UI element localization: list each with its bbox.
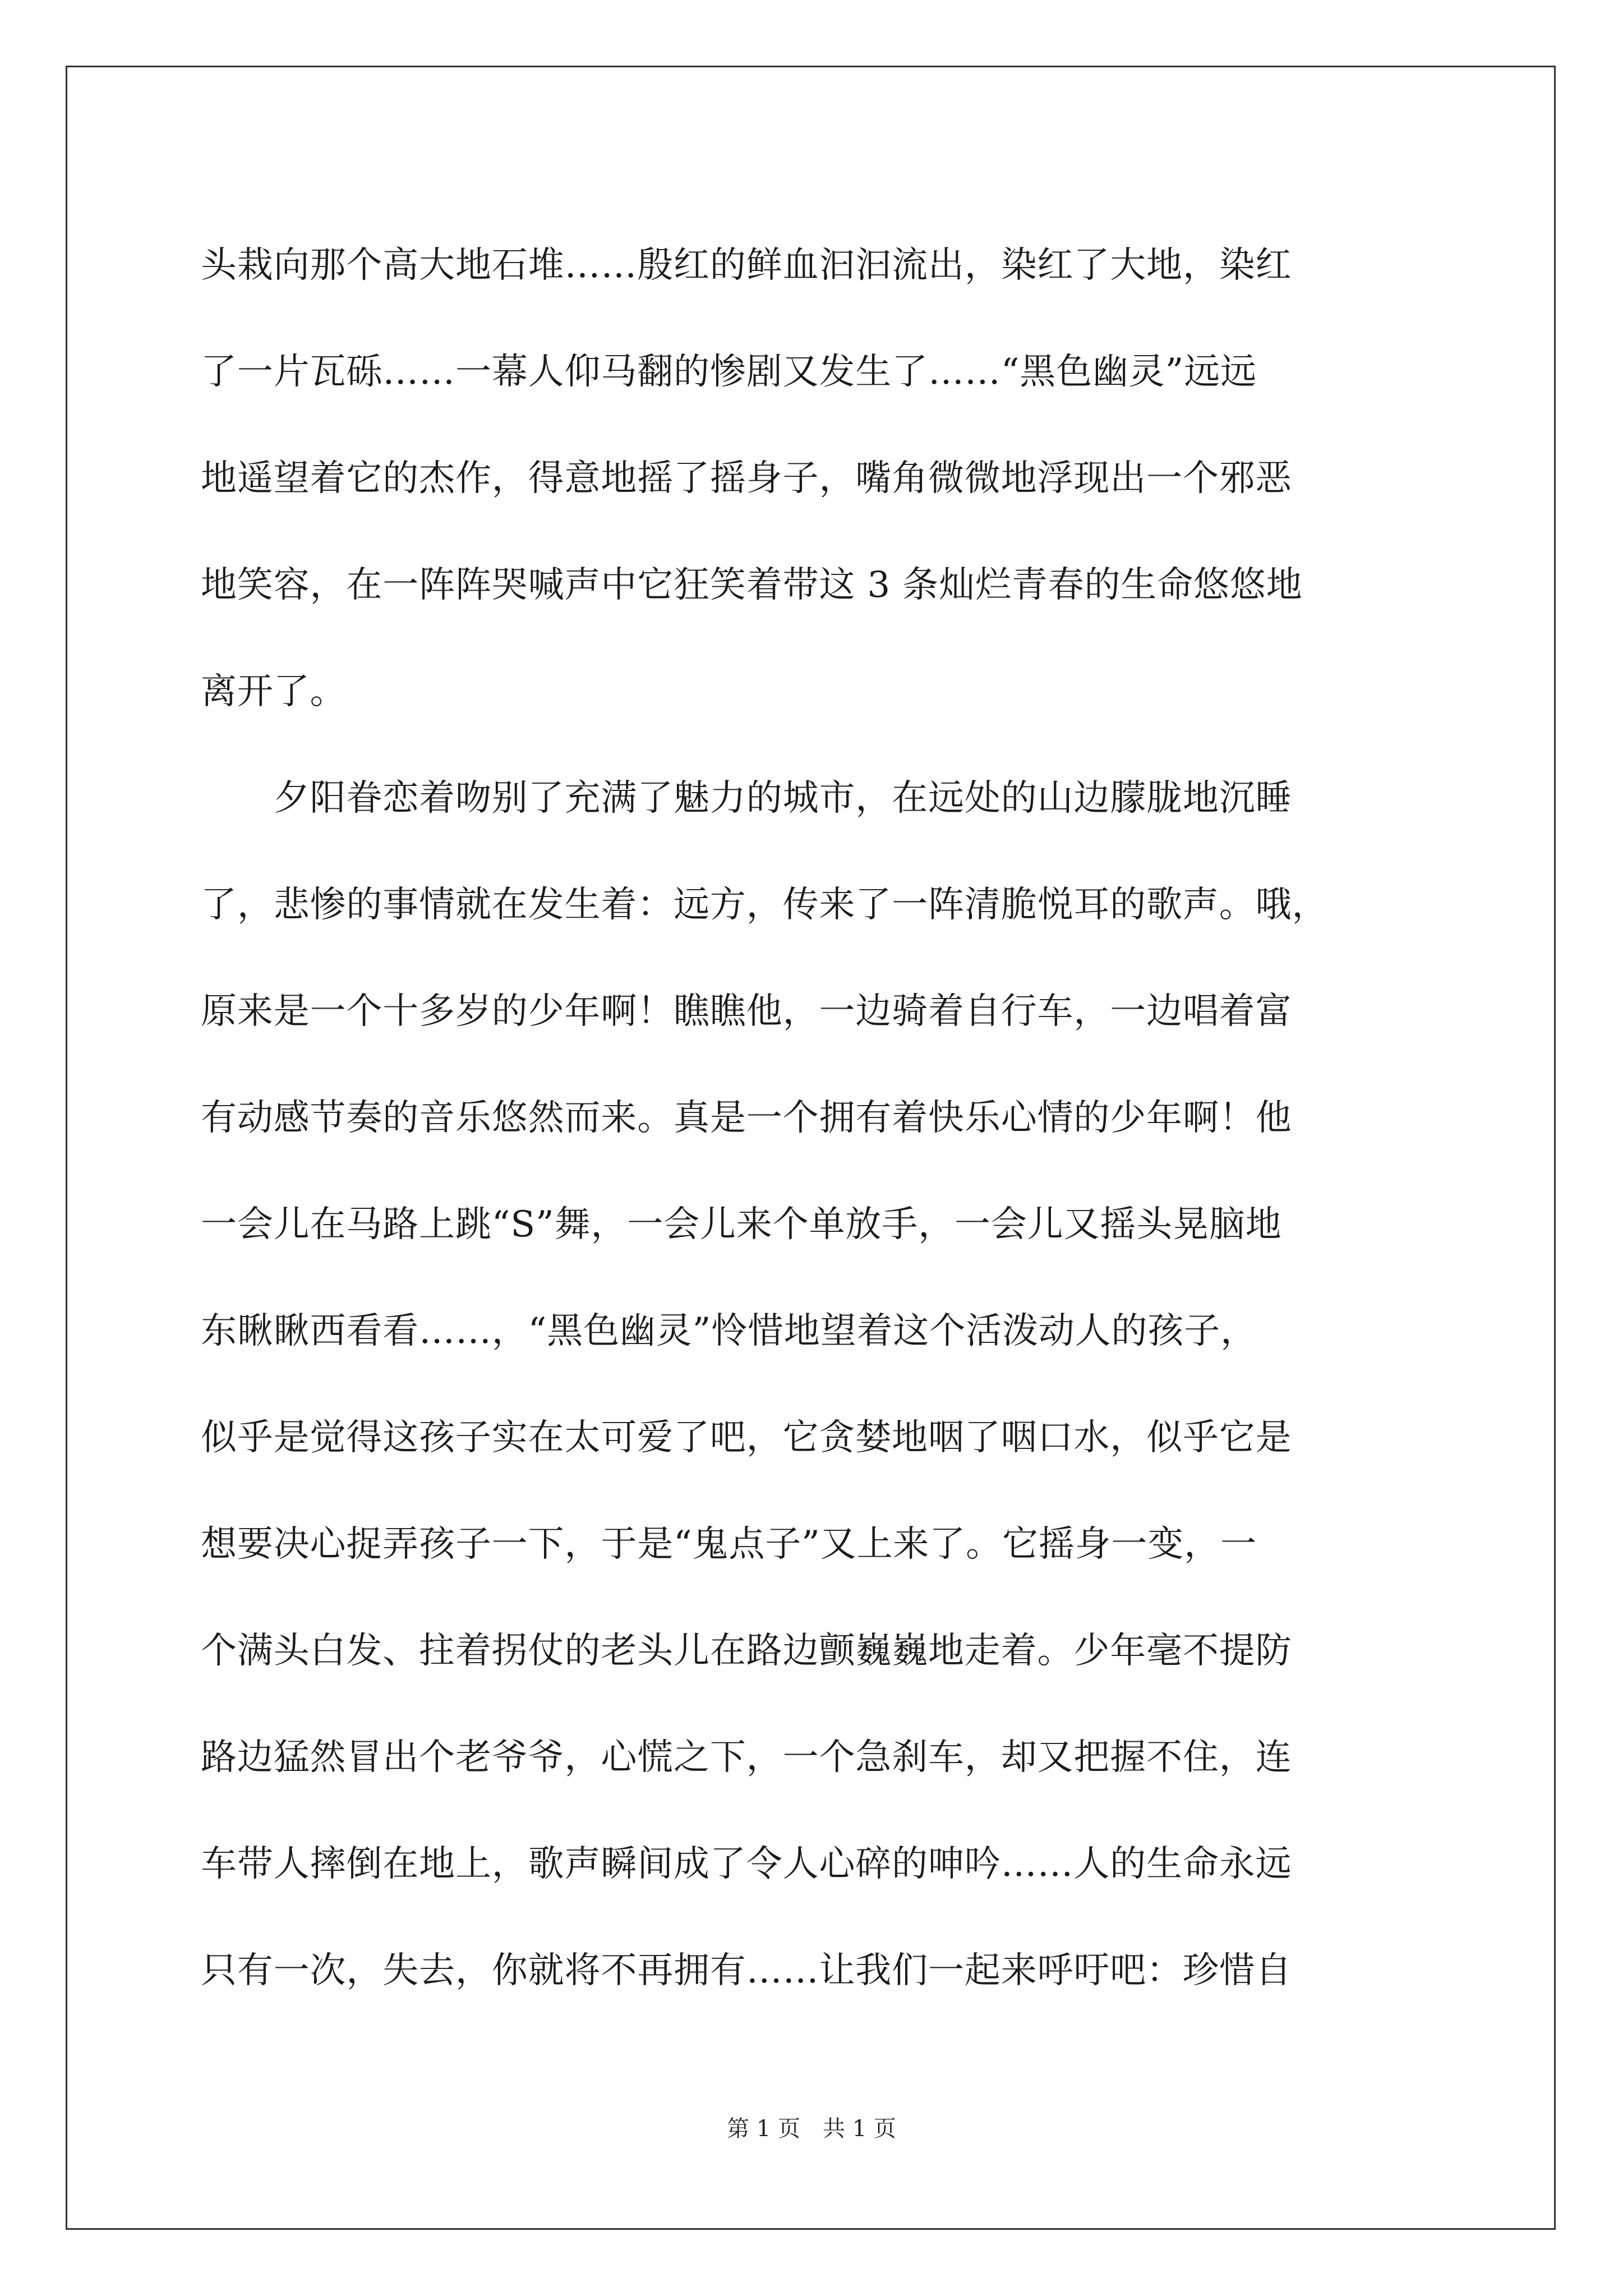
- page-total: 共 1 页: [823, 2116, 896, 2142]
- text-line: 只有一次，失去，你就将不再拥有……让我们一起来呼吁吧：珍惜自: [201, 1950, 1292, 1991]
- page-footer: [0, 2115, 1623, 2143]
- text-line: 头栽向那个高大地石堆……殷红的鲜血汩汩流出，染红了大地，染红: [201, 245, 1292, 286]
- paragraph-1: [201, 212, 1463, 745]
- page-number: 第 1 页: [727, 2116, 800, 2142]
- text-line: 东瞅瞅西看看……，“黑色幽灵”怜惜地望着这个活泼动人的孩子，: [201, 1310, 1257, 1352]
- text-line: 原来是一个十多岁的少年啊！瞧瞧他，一边骑着自行车，一边唱着富: [201, 991, 1292, 1032]
- text-line: 车带人摔倒在地上，歌声瞬间成了令人心碎的呻吟……人的生命永远: [201, 1843, 1292, 1885]
- text-line: 路边猛然冒出个老爷爷，心慌之下，一个急刹车，却又把握不住，连: [201, 1737, 1292, 1778]
- text-line: 了，悲惨的事情就在发生着：远方，传来了一阵清脆悦耳的歌声。哦，: [201, 884, 1329, 926]
- text-line: 似乎是觉得这孩子实在太可爱了吧，它贪婪地咽了咽口水，似乎它是: [201, 1417, 1292, 1458]
- paragraph-2: [201, 745, 1463, 2024]
- text-line: 地遥望着它的杰作，得意地摇了摇身子，嘴角微微地浮现出一个邪恶: [201, 458, 1292, 499]
- text-line: 夕阳眷恋着吻别了充满了魅力的城市，在远处的山边朦胧地沉睡: [201, 777, 1292, 819]
- text-line: 了一片瓦砾……一幕人仰马翻的惨剧又发生了……“黑色幽灵”远远: [201, 351, 1257, 393]
- text-line: 想要决心捉弄孩子一下，于是“鬼点子”又上来了。它摇身一变，一: [201, 1524, 1257, 1565]
- text-line: 个满头白发、拄着拐仗的老头儿在路边颤巍巍地走着。少年毫不提防: [201, 1630, 1292, 1672]
- text-line: 离开了。: [201, 671, 347, 712]
- text-line: 地笑容，在一阵阵哭喊声中它狂笑着带这 3 条灿烂青春的生命悠悠地: [201, 564, 1303, 606]
- text-line: 一会儿在马路上跳“S”舞，一会儿来个单放手，一会儿又摇头晃脑地: [201, 1204, 1282, 1245]
- document-body: [201, 212, 1463, 2024]
- text-line: 有动感节奏的音乐悠然而来。真是一个拥有着快乐心情的少年啊！他: [201, 1097, 1292, 1139]
